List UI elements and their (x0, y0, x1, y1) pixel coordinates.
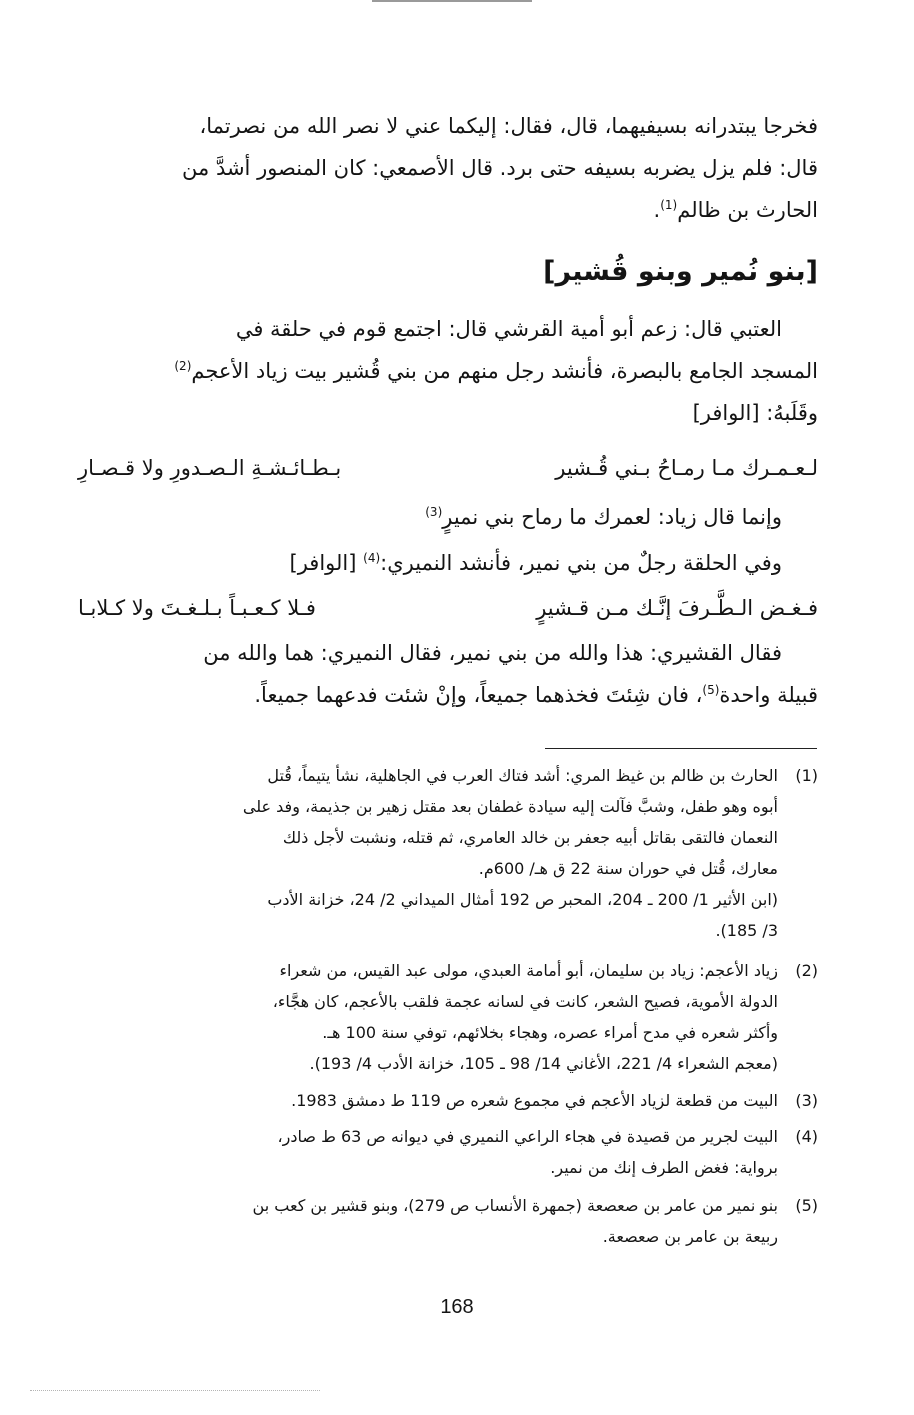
footnote-2 (78, 955, 818, 1079)
verse-left-hemistich: فـلا كـعـبـاً بـلـغـتَ ولا كـلابـا (78, 596, 316, 620)
paragraph-3 (78, 496, 818, 538)
footnote-ref: (5) (702, 683, 720, 697)
verse-right-hemistich: لـعـمـرك مـا رمـاحُ بـني قُـشير (555, 456, 818, 480)
footnote-line: البيت لجرير من قصيدة في هجاء الراعي النميري في ديوانه ص 63 ط صادر، (277, 1127, 778, 1146)
verse-left-hemistich: بـطـائـشـةِ الـصـدورِ ولا قـصـارِ (78, 456, 342, 480)
footnote-line: زياد الأعجم: زياد بن سليمان، أبو أمامة العبدي، مولى عبد القيس، من شعراء (279, 961, 778, 980)
page-number: 168 (440, 1296, 474, 1318)
footnote-ref: (4) (363, 551, 381, 565)
meter-label: [الوافر] (289, 551, 357, 575)
verse-2 (78, 588, 818, 628)
paragraph-line (78, 189, 818, 231)
footnote-text (78, 1121, 778, 1183)
paragraph-line: قال: فلم يزل يضربه بسيفه حتى برد. قال الأصمعي: كان المنصور أشدَّ من (182, 156, 818, 180)
verse-1 (78, 448, 818, 488)
paragraph-line (78, 496, 818, 538)
scan-artifact-line (30, 1390, 320, 1391)
footnote-line: النعمان فالتقى بقاتل أبيه جعفر بن خالد العامري، ثم قتله، ونشبت لأجل ذلك (282, 828, 778, 847)
footnote-line: البيت من قطعة لزياد الأعجم في مجموع شعره ص 119 ط دمشق 1983. (291, 1091, 778, 1110)
paragraph-text: قبيلة واحدة (719, 683, 818, 707)
paragraph-line: وقَلَبهُ: [الوافر] (692, 401, 818, 425)
footnote-line: الدولة الأموية، فصيح الشعر، كانت في لسانه عجمة فلقب بالأعجم، كان هجَّاء، (272, 992, 778, 1011)
paragraph-text: المسجد الجامع بالبصرة، فأنشد رجل منهم من بني قُشير بيت زياد الأعجم (191, 359, 818, 383)
paragraph-text: وفي الحلقة رجلٌ من بني نمير، فأنشد النميري: (380, 551, 782, 575)
footnote-line: (معجم الشعراء 4/ 221، الأغاني 14/ 98 ـ 105، خزانة الأدب 4/ 193). (309, 1054, 778, 1073)
footnote-text (78, 760, 778, 946)
footnote-line: (ابن الأثير 1/ 200 ـ 204، المحبر ص 192 أمثال الميداني 2/ 24، خزانة الأدب (267, 890, 778, 909)
paragraph-2 (78, 308, 818, 434)
footnote-3 (78, 1085, 818, 1116)
paragraph-text: وإنما قال زياد: لعمرك ما رماح بني نميرٍ (442, 505, 782, 529)
footnote-line: 3/ 185). (715, 921, 778, 940)
paragraph-text: . (653, 198, 661, 222)
paragraph-line (78, 674, 818, 716)
paragraph-5 (78, 632, 818, 716)
footnote-line: برواية: فغض الطرف إنك من نمير. (550, 1158, 778, 1177)
footnote-text (78, 1085, 778, 1116)
footnote-text (78, 955, 778, 1079)
paragraph-line (78, 542, 818, 584)
paragraph-line: فخرجا يبتدرانه بسيفيهما، قال، فقال: إليكما عني لا نصر الله من نصرتما، (199, 114, 818, 138)
paragraph-text: ، فان شِئتَ فخذهما جميعاً، وإنْ شئت فدعهما جميعاً. (254, 683, 703, 707)
verse-right-hemistich: فـغـض الـطَّـرفَ إنَّـك مـن قـشيرٍ (536, 596, 818, 620)
paragraph-line (78, 350, 818, 392)
top-rule (372, 0, 532, 2)
footnote-line: معارك، قُتل في حوران سنة 22 ق هـ/ 600م. (478, 859, 778, 878)
section-heading: [بنو نُمير وبنو قُشير] (543, 256, 818, 287)
footnote-ref: (1) (660, 198, 678, 212)
footnote-ref: (2) (174, 359, 192, 373)
footnote-number: (3) (795, 1091, 818, 1110)
footnote-ref: (3) (425, 505, 443, 519)
footnote-text (78, 1190, 778, 1252)
footnote-line: الحارث بن ظالم بن غيظ المري: أشد فتاك العرب في الجاهلية، نشأ يتيماً، قُتل (267, 766, 778, 785)
paragraph-4 (78, 542, 818, 584)
footnote-4 (78, 1121, 818, 1183)
footnote-line: أبوه وهو طفل، وشبَّ فآلت إليه سيادة غطفان بعد مقتل زهير بن جذيمة، وفد على (242, 797, 778, 816)
paragraph-line: فقال القشيري: هذا والله من بني نمير، فقال النميري: هما والله من (203, 641, 782, 665)
footnote-1 (78, 760, 818, 946)
footnote-divider (545, 748, 817, 749)
footnote-line: ربيعة بن عامر بن صعصعة. (602, 1227, 778, 1246)
footnote-number: (5) (795, 1196, 818, 1215)
footnote-5 (78, 1190, 818, 1252)
footnote-line: بنو نمير من عامر بن صعصعة (جمهرة الأنساب ص 279)، وبنو قشير بن كعب بن (252, 1196, 778, 1215)
paragraph-line: العتبي قال: زعم أبو أمية القرشي قال: اجتمع قوم في حلقة في (235, 317, 782, 341)
paragraph-text: الحارث بن ظالم (677, 198, 818, 222)
footnote-number: (1) (795, 766, 818, 785)
footnote-number: (4) (795, 1127, 818, 1146)
footnote-number: (2) (795, 961, 818, 980)
paragraph-1 (78, 105, 818, 231)
footnote-line: وأكثر شعره في مدح أمراء عصره، وهجاء بخلائهم، توفي سنة 100 هـ. (322, 1023, 778, 1042)
